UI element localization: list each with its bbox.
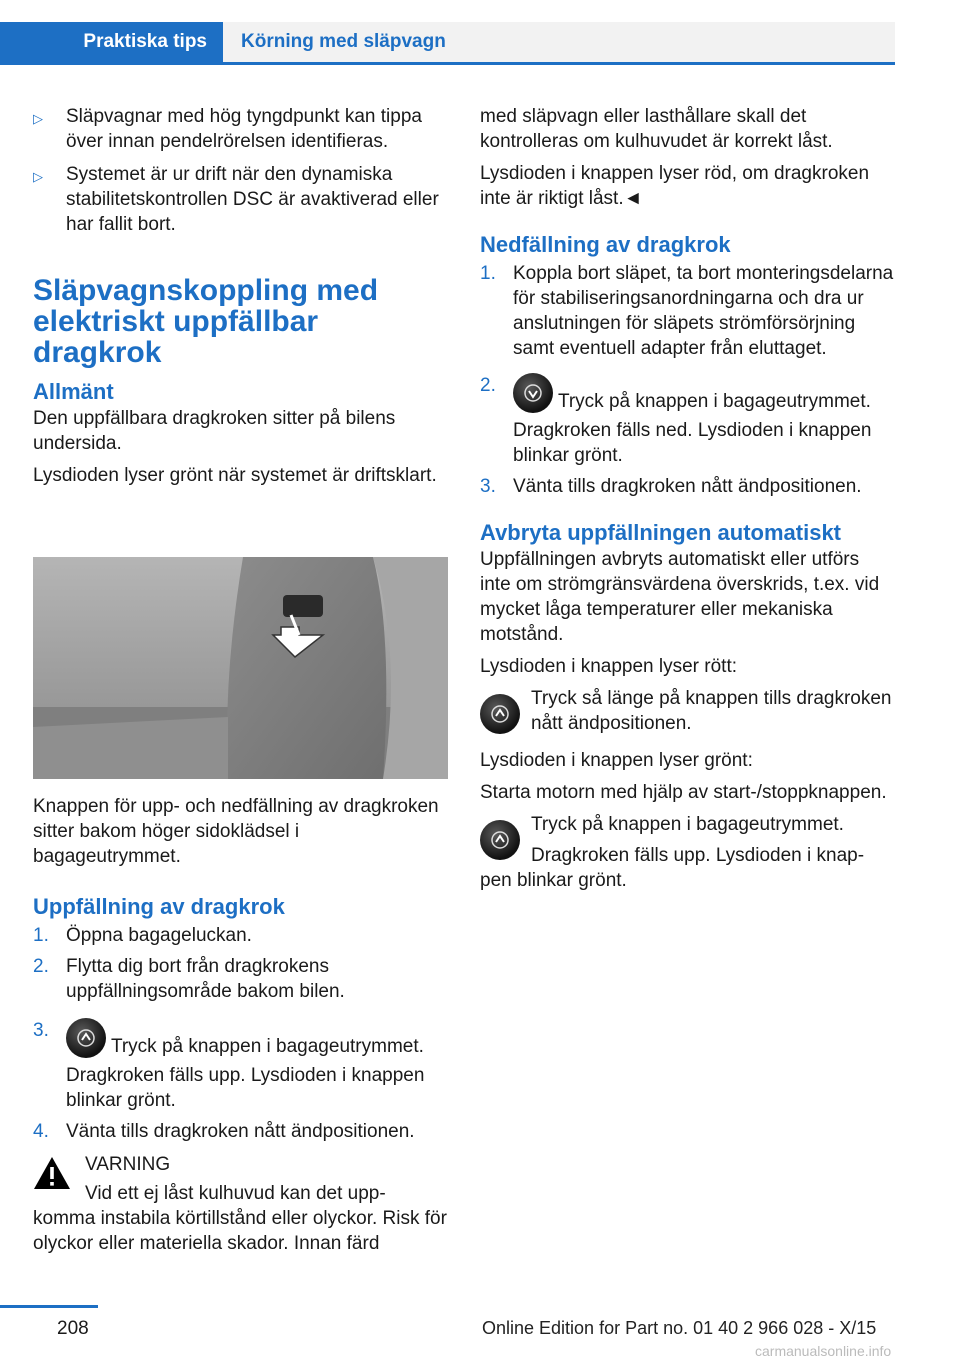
warning-label: VARNING — [85, 1154, 171, 1175]
left-column-top — [33, 104, 448, 495]
abort-paragraph: Uppfällningen avbryts automatiskt eller utförs inte om strömgränsvärdena överskrids, t.ex. vid mycket låga temperaturer eller mekaniska motstånd. — [480, 549, 880, 645]
nedfallning-heading: Nedfällning av dragkrok — [480, 232, 731, 257]
red-led-paragraph: Lysdioden i knappen lyser röd, om dragkroken inte är riktigt låst.◄ — [480, 163, 870, 209]
watermark: carmanualsonline.info — [755, 1343, 892, 1359]
red-action-row: Tryck så länge på knappen tills dragkroken nått ändpositionen. — [480, 686, 895, 736]
allmant-heading: Allmänt — [33, 379, 114, 404]
continued-paragraph: med släpvagn eller lasthållare skall det kontrolleras om kulhuvudet är korrekt låst. — [480, 106, 833, 152]
right-column: med släpvagn eller lasthållare skall det kontrolleras om kulhuvudet är korrekt låst. Lysdioden i knappen lyser röd, om dragkroken inte är riktigt låst.◄ Nedfällning av dragkrok 1. Koppla bort släpet, ta bort monteringsdelarna för stabiliseringsanordningarna och dra ur anslutningen för släpets strömförsörjning samt eventuell adapter från eluttaget. 2. Tryck på knappen i bagageutrymmet. Dragkroken fälls ned. Lysdioden i knappen blinkar grönt. 3. Vänta tills dragkroken nått ändpositionen. Avbryta uppfällningen automatiskt Uppfällningen avbryts automatiskt eller utförs inte om strömgränsvärdena överskrids, t.ex. vid mycket låga temperaturer eller mekaniska motstånd. Lysdioden i knappen lyser rött: Tryck så länge på knappen tills dragkroken nått ändpositionen. Lysdioden i knappen lyser grönt: Starta motorn med hjälp av start-/stoppknappen. Tryck på knappen i bagageutrymmet. Dragkroken fälls upp. Lysdioden i knap- pen blinkar grönt. — [480, 106, 894, 891]
green-start-paragraph: Starta motorn med hjälp av start-/stoppknappen. — [480, 782, 887, 803]
green-led-label: Lysdioden i knappen lyser grönt: — [480, 750, 753, 771]
warning-box: VARNING Vid ett ej låst kulhuvud kan det upp- — [33, 1152, 448, 1206]
step-item: 2. Flytta dig bort från dragkrokens uppfällningsområde bakom bilen. — [33, 956, 345, 1002]
edition-text: Online Edition for Part no. 01 40 2 966 028 - X/15 — [482, 1318, 877, 1338]
abort-heading: Avbryta uppfällningen automatiskt — [480, 520, 842, 545]
step-item: 1. Koppla bort släpet, ta bort monteringsdelarna för stabiliseringsanordningarna och dra ur anslutningen för släpets strömförsörjning samt eventuell adapter från eluttaget. — [480, 263, 894, 359]
allmant-paragraph-1: Den uppfällbara dragkroken sitter på bilens undersida. — [33, 408, 396, 454]
section-title: Släpvagnskoppling med elektriskt uppfällbar dragkrok — [33, 274, 379, 369]
step-item: 3. Vänta tills dragkroken nått ändpositionen. — [480, 476, 862, 497]
header-section-tab: Praktiska tips — [0, 22, 223, 62]
page-number: 208 — [57, 1318, 89, 1339]
button-icon — [513, 373, 553, 413]
step-item: 1. Öppna bagageluckan. — [33, 925, 252, 946]
allmant-paragraph-2: Lysdioden lyser grönt när systemet är driftsklart. — [33, 465, 437, 486]
warning-icon — [33, 1156, 71, 1197]
bullet-item: ▷ Släpvagnar med hög tyngdpunkt kan tippa över innan pendelrörelsen identifieras. — [33, 106, 422, 152]
step-item: 4. Vänta tills dragkroken nått ändpositionen. — [33, 1121, 415, 1142]
triangle-bullet-icon: ▷ — [33, 111, 43, 126]
header-rule — [0, 62, 895, 65]
trunk-button-photo — [33, 557, 448, 779]
button-icon — [66, 1018, 106, 1058]
step-item: 3. Tryck på knappen i bagageutrymmet. Dragkroken fälls upp. Lysdioden i knappen blinkar grönt. — [33, 1020, 425, 1111]
trunk-illustration — [33, 557, 448, 779]
button-icon — [480, 820, 520, 860]
bullet-item: ▷ Systemet är ur drift när den dynamiska stabilitetskontrollen DSC är avaktiverad eller har fallit bort. — [33, 164, 439, 235]
uppfallning-heading: Uppfällning av dragkrok — [33, 894, 285, 919]
warning-text: komma instabila körtillstånd eller olyckor. Risk för olyckor eller materiella skador. Innan färd — [33, 1208, 447, 1254]
button-icon — [480, 694, 520, 734]
header-chapter-tab: Körning med släpvagn — [223, 22, 895, 62]
red-led-label: Lysdioden i knappen lyser rött: — [480, 656, 738, 677]
footer-rule — [0, 1305, 98, 1308]
step-item: 2. Tryck på knappen i bagageutrymmet. Dragkroken fälls ned. Lysdioden i knappen blinkar grönt. — [480, 375, 872, 466]
green-action-row: Tryck på knappen i bagageutrymmet. Dragkroken fälls upp. Lysdioden i knap- — [480, 812, 895, 868]
left-column-bottom — [33, 794, 448, 1256]
triangle-bullet-icon: ▷ — [33, 169, 43, 184]
photo-caption: Knappen för upp- och nedfällning av dragkroken sitter bakom höger sidoklädsel i bagageutrymmet. — [33, 796, 439, 867]
